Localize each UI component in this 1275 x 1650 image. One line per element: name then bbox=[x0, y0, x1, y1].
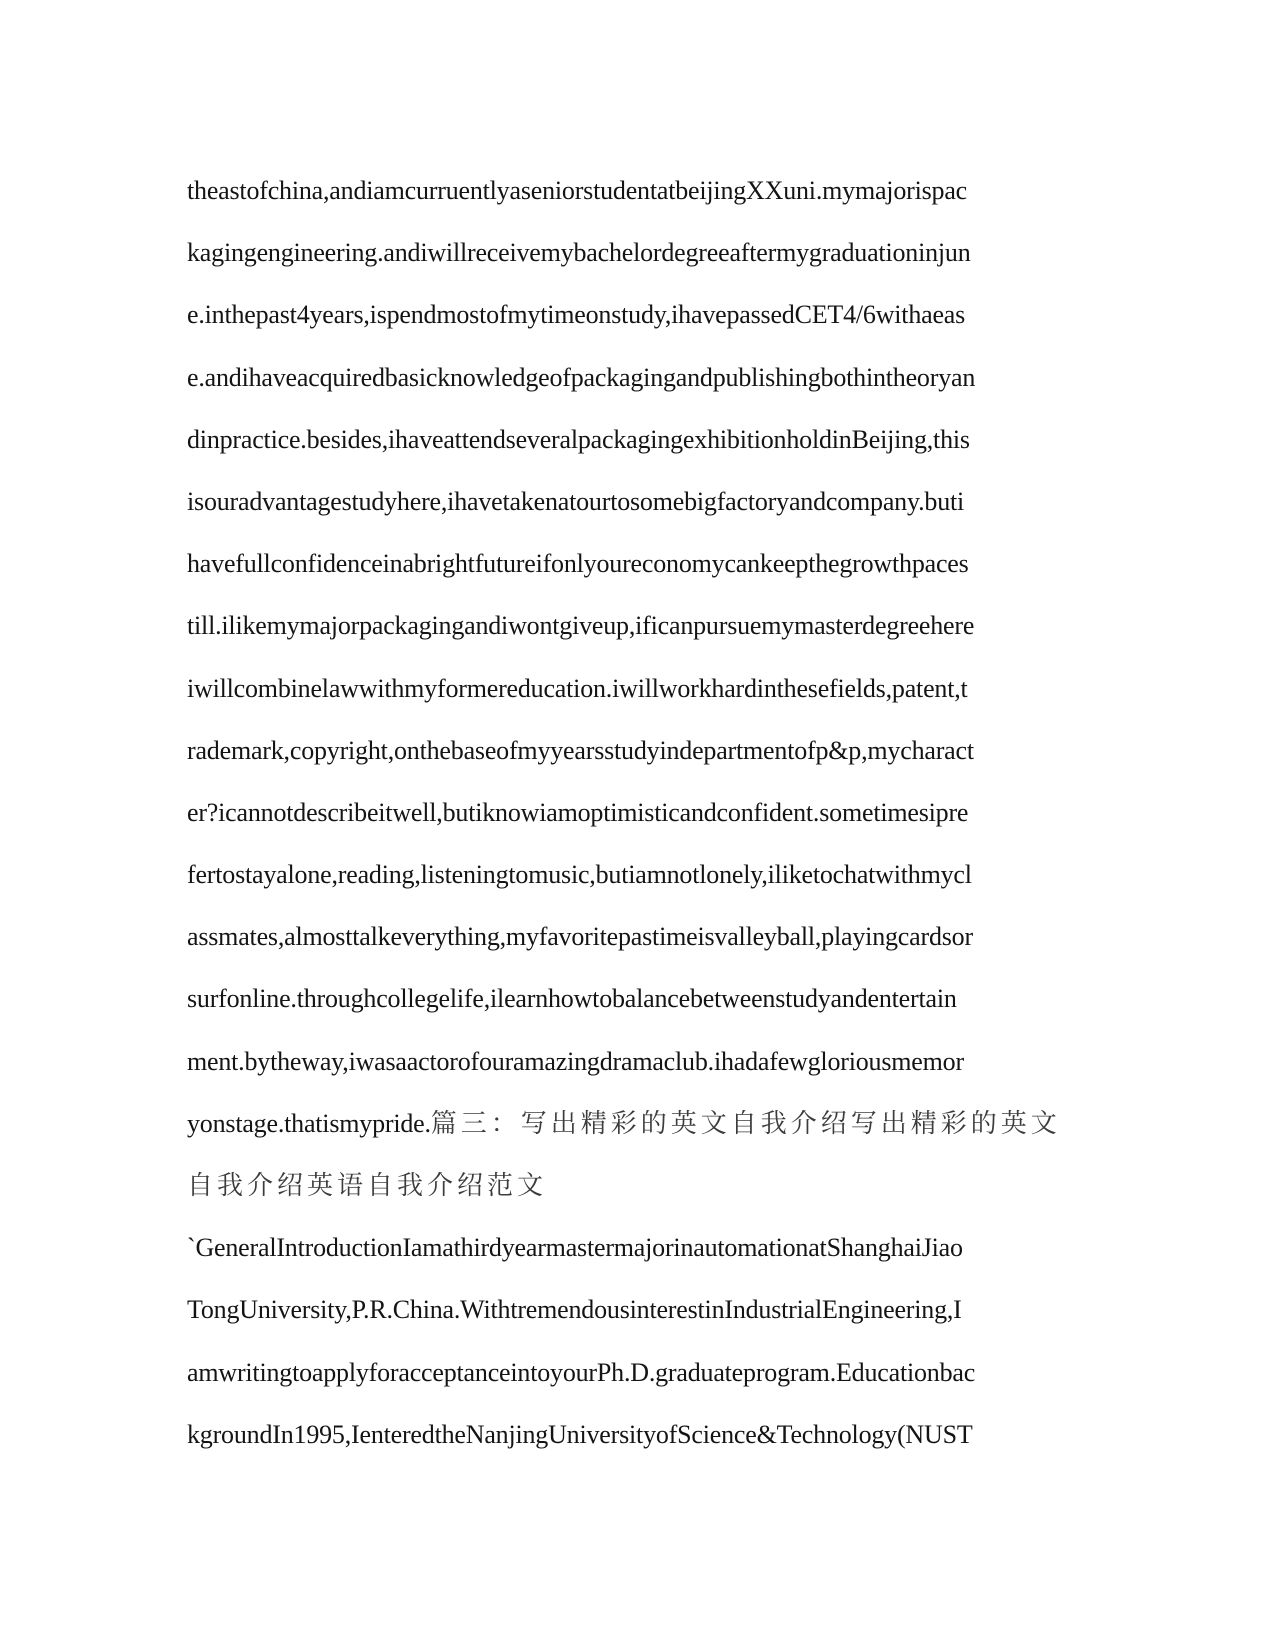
text-line: TongUniversity,P.R.China.WithtremendousinterestinIndustrialEngineering,I bbox=[187, 1295, 962, 1325]
text-line: e.andihaveacquiredbasicknowledgeofpackagingandpublishingbothintheoryan bbox=[187, 362, 976, 392]
body-text bbox=[187, 160, 1097, 1466]
mixed-line bbox=[187, 1093, 1097, 1155]
text-line: rademark,copyright,onthebaseofmyyearsstudyindepartmentofp&p,mycharact bbox=[187, 735, 974, 765]
section-heading-start: 篇三：写出精彩的英文自我介绍写出精彩的英文 bbox=[430, 1108, 1061, 1139]
text-line: ment.bytheway,iwasaactorofouramazingdramaclub.ihadafewgloriousmemor bbox=[187, 1046, 964, 1076]
section-heading-end: 自我介绍英语自我介绍范文 bbox=[187, 1171, 548, 1201]
text-line: kgroundIn1995,IenteredtheNanjingUniversityofScience&Technology(NUST bbox=[187, 1419, 973, 1449]
text-line: isouradvantagestudyhere,ihavetakenatourtosomebigfactoryandcompany.buti bbox=[187, 486, 965, 516]
text-line: havefullconfidenceinabrightfutureifonlyoureconomycankeepthegrowthpaces bbox=[187, 549, 969, 579]
text-line: e.inthepast4years,ispendmostofmytimeonstudy,ihavepassedCET4/6withaeas bbox=[187, 300, 966, 330]
text-line: er?icannotdescribeitwell,butiknowiamoptimisticandconfident.sometimesipre bbox=[187, 797, 969, 827]
text-line: iwillcombinelawwithmyformereducation.iwillworkhardinthesefields,patent,t bbox=[187, 673, 968, 703]
text-line: fertostayalone,reading,listeningtomusic,butiamnotlonely,iliketochatwithmycl bbox=[187, 860, 972, 890]
text-line: assmates,almosttalkeverything,myfavoritepastimeisvalleyball,playingcardsor bbox=[187, 922, 973, 952]
text-line: dinpractice.besides,ihaveattendseveralpackagingexhibitionholdinBeijing,this bbox=[187, 424, 970, 454]
text-line: surfonline.throughcollegelife,ilearnhowtobalancebetweenstudyandentertain bbox=[187, 984, 957, 1014]
mixed-line-latin: yonstage.thatismypride. bbox=[187, 1108, 431, 1138]
text-line: kagingengineering.andiwillreceivemybachelordegreeaftermygraduationinjun bbox=[187, 238, 971, 268]
text-line: till.ilikemymajorpackagingandiwontgiveup,ificanpursuemymasterdegreehere bbox=[187, 611, 975, 641]
text-line: `GeneralIntroductionIamathirdyearmastermajorinautomationatShanghaiJiao bbox=[187, 1233, 963, 1263]
text-line: theastofchina,andiamcurruentlyaseniorstudentatbeijingXXuni.mymajorispac bbox=[187, 176, 968, 205]
text-line: amwritingtoapplyforacceptanceintoyourPh.D.graduateprogram.Educationbac bbox=[187, 1357, 976, 1387]
